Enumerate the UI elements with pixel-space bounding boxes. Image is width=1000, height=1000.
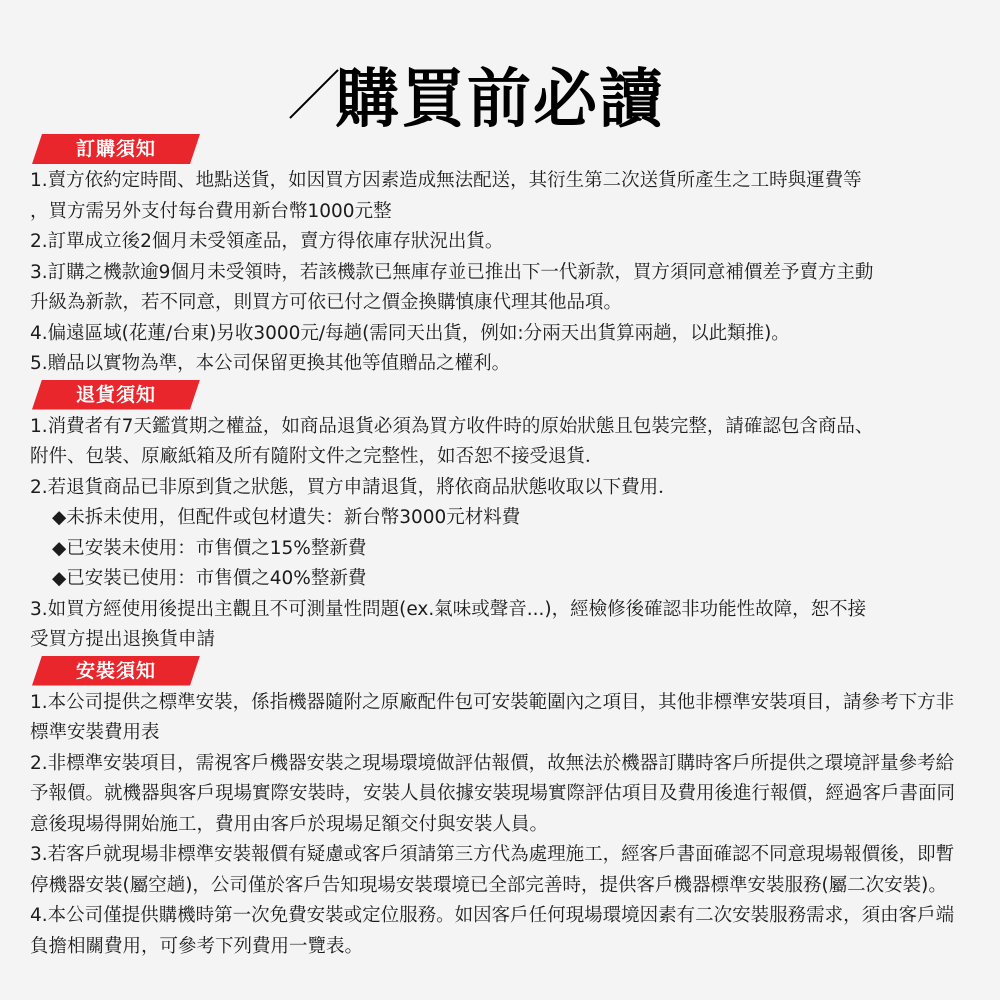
section-order-notice (30, 134, 975, 380)
notice-line: 負擔相關費用，可參考下列費用一覽表。 (30, 935, 364, 957)
page-header (0, 58, 1000, 142)
section-installation-notice (30, 656, 975, 963)
notice-line: 停機器安裝(屬空趟)，公司僅於客戶告知現場安裝環境已全部完善時，提供客戶機器標準安裝服務(屬二次安裝)。 (30, 874, 947, 896)
notice-line: 3.訂購之機款逾9個月未受領時，若該機款已無庫存並已推出下一代新款，買方須同意補價差予賣方主動 (30, 261, 874, 283)
notice-line: 3.若客戶就現場非標準安裝報價有疑慮或客戶須請第三方代為處理施工，經客戶書面確認不同意現場報價後，即暫 (30, 844, 955, 865)
notice-line: 升級為新款，若不同意，則買方可依已付之價金換購慎康代理其他品項。 (30, 292, 623, 313)
section-badge-label: 訂購須知 (75, 138, 156, 160)
notice-line: 4.偏遠區域(花蓮/台東)另收3000元/每趟(需同天出貨，例如:分兩天出貨算兩趟，以此類推)。 (30, 322, 790, 344)
notice-line: 標準安裝費用表 (30, 722, 160, 743)
notice-line: ，買方需另外支付每台費用新台幣1000元整 (30, 200, 392, 222)
notice-line: 意後現場得開始施工，費用由客戶於現場足額交付與安裝人員。 (30, 813, 549, 835)
page-title-text: 購買前必讀 (335, 63, 665, 137)
notice-line: 2.訂單成立後2個月未受領產品，賣方得依庫存狀況出貨。 (30, 231, 504, 252)
fee-item: ◆已安裝已使用：市售價之40%整新費 (52, 568, 367, 589)
notice-line: 予報價。就機器與客戶現場實際安裝時，安裝人員依據安裝現場實際評估項目及費用後進行報價，經過客戶書面同 (30, 783, 956, 804)
notice-line: 1.本公司提供之標準安裝，係指機器隨附之原廠配件包可安裝範圍內之項目，其他非標準安裝項目，請參考下方非 (30, 691, 955, 713)
section-return-notice (30, 380, 975, 656)
title-slash-decoration (289, 69, 338, 118)
notice-content (30, 134, 975, 962)
notice-line: 2.若退貨商品已非原到貨之狀態，買方申請退貨，將依商品狀態收取以下費用． (30, 476, 677, 498)
notice-line: 2.非標準安裝項目，需視客戶機器安裝之現場環境做評估報價，故無法於機器訂購時客戶所提供之環境評量參考給 (30, 752, 955, 774)
section-badge (32, 134, 200, 164)
page-title (335, 58, 665, 142)
fee-item: ◆未拆未使用，但配件或包材遺失：新台幣3000元材料費 (52, 507, 521, 528)
section-badge-label: 安裝須知 (75, 659, 156, 682)
section-badge (32, 380, 200, 410)
notice-line: 受買方提出退換貨申請 (30, 629, 216, 650)
notice-line: 4.本公司僅提供購機時第一次免費安裝或定位服務。如因客戶任何現場環境因素有二次安裝服務需求，須由客戶端 (30, 905, 955, 926)
section-badge (32, 656, 200, 686)
notice-line: 1.賣方依約定時間、地點送貨，如因買方因素造成無法配送，其衍生第二次送貨所產生之工時與運費等 (30, 170, 862, 191)
fee-item: ◆已安裝未使用：市售價之15%整新費 (52, 537, 367, 559)
notice-line: 附件、包裝、原廠紙箱及所有隨附文件之完整性，如否恕不接受退貨． (30, 446, 604, 467)
notice-line: 3.如買方經使用後提出主觀且不可測量性問題(ex.氣味或聲音...)，經檢修後確認非功能性故障，恕不接 (30, 598, 867, 620)
notice-line: 5.贈品以實物為準，本公司保留更換其他等值贈品之權利。 (30, 353, 511, 374)
section-badge-label: 退貨須知 (75, 383, 156, 406)
notice-line: 1.消費者有7天鑑賞期之權益，如商品退貨必須為買方收件時的原始狀態且包裝完整，請確認包含商品、 (30, 415, 874, 437)
